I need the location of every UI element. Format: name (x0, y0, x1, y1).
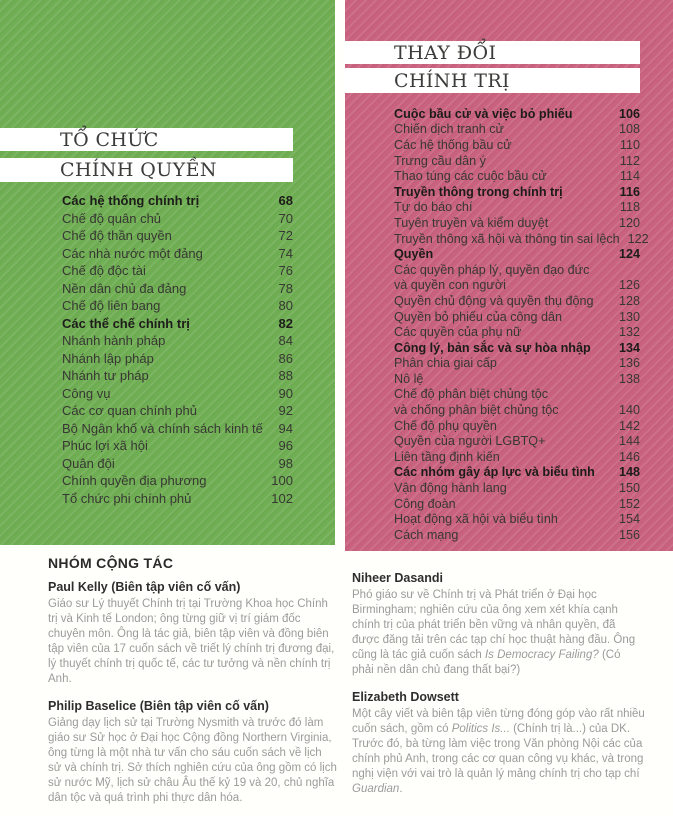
toc-entry-page-number: 84 (278, 333, 293, 349)
contributor-bio: Phó giáo sư về Chính trị và Phát triển ở Đại học Birmingham; nghiên cứu của ông xem xét khía cạnh chính trị của phát triển bền vững và nhân quyền, đã được đăng tải trên các tạp chí học thuật hàng đầu. Ông cũng là tác giả cuốn sách Is Democracy Failing? (Có phải nền dân chủ đang thất bại?) (352, 589, 636, 676)
toc-entry-label: Bộ Ngân khố và chính sách kinh tế (62, 420, 263, 436)
toc-row (62, 280, 293, 298)
left-panel-title-line1: TỔ CHỨC (60, 128, 159, 151)
toc-entry-page-number: 90 (278, 385, 293, 401)
toc-entry-label: Nhánh tư pháp (62, 368, 149, 384)
toc-row (62, 385, 293, 403)
toc-entry-page-number: 110 (619, 137, 640, 152)
toc-entry-label: Chế độ liên bang (62, 298, 161, 314)
toc-entry-label: Các hệ thống bầu cử (394, 137, 512, 152)
toc-entry-page-number: 106 (618, 106, 640, 121)
toc-entry-label: Các cơ quan chính phủ (62, 403, 198, 419)
toc-entry-label: Nô lệ (394, 371, 424, 386)
toc-entry-page-number: 118 (619, 200, 640, 215)
toc-row (394, 480, 640, 496)
toc-entry-page-number: 70 (278, 210, 293, 226)
toc-entry-page-number: 148 (618, 465, 640, 480)
toc-entry-page-number: 130 (618, 309, 640, 324)
toc-entry-page-number: 78 (278, 280, 293, 296)
toc-entry-label: Quân đội (62, 455, 115, 471)
toc-entry-label: và quyền con người (394, 278, 506, 293)
toc-entry-label: và chống phân biệt chủng tộc (394, 403, 559, 418)
toc-entry-label: Vận động hành lang (394, 481, 507, 496)
toc-row (62, 315, 293, 333)
toc-entry-label: Các nhà nước một đảng (62, 245, 203, 261)
toc-entry-label: Các nhóm gây áp lực và biểu tình (394, 465, 595, 480)
toc-entry-label: Nền dân chủ đa đảng (62, 280, 187, 296)
toc-entry-label: Nhánh hành pháp (62, 333, 166, 349)
right-panel-title-line1: THAY ĐỔI (394, 41, 497, 64)
toc-row (62, 472, 293, 490)
left-panel-title-line2: CHÍNH QUYỀN (60, 159, 217, 181)
toc-entry-page-number: 120 (618, 215, 640, 230)
toc-row (62, 297, 293, 315)
toc-entry-page-number: 74 (278, 245, 293, 261)
toc-row (394, 418, 640, 434)
toc-entry-label: Các quyền pháp lý, quyền đạo đức (394, 262, 590, 277)
toc-entry-page-number: 132 (618, 325, 640, 340)
toc-row (394, 231, 649, 247)
toc-row (62, 210, 293, 228)
toc-row (62, 192, 293, 210)
toc-entry-label: Quyền bỏ phiếu của công dân (394, 309, 563, 324)
toc-row (394, 106, 640, 122)
toc-entry-label: Công lý, bản sắc và sự hòa nhập (394, 340, 591, 355)
toc-entry-page-number: 124 (618, 247, 640, 262)
toc-entry-page-number: 144 (618, 434, 640, 449)
toc-row (394, 262, 640, 278)
toc-entry-label: Công đoàn (394, 496, 456, 511)
toc-row (394, 153, 640, 169)
toc-entry-label: Cuộc bầu cử và việc bỏ phiếu (394, 106, 573, 121)
toc-entry-page-number: 116 (619, 184, 640, 199)
toc-entry-label: Hoạt động xã hội và biểu tình (394, 512, 558, 527)
toc-row (394, 433, 640, 449)
contributor-bio: Giáo sư Lý thuyết Chính trị tại Trường Khoa học Chính trị và Kinh tế London; ông từng giữ vị trí giám đốc chuyên môn. Ông là tác giả, biên tập viên và đồng biên tập viên của 17 cuốn sách về triết lý chính trị đương đại, lý thuyết chính trị quốc tế, các tư tưởng và nền chính trị Anh. (48, 598, 335, 685)
toc-row (394, 527, 640, 543)
right-toc-panel (345, 0, 673, 551)
toc-entry-label: Trưng cầu dân ý (394, 153, 486, 168)
toc-row (394, 387, 640, 403)
toc-entry-page-number: 102 (271, 490, 293, 506)
toc-row (62, 490, 293, 508)
toc-entry-page-number: 82 (278, 315, 293, 331)
toc-entry-label: Các hệ thống chính trị (62, 193, 200, 209)
toc-entry-page-number: 138 (618, 371, 640, 386)
toc-entry-label: Tổ chức phi chính phủ (62, 490, 192, 506)
toc-entry-page-number: 76 (278, 263, 293, 279)
toc-entry-page-number: 156 (618, 527, 640, 542)
toc-entry-label: Truyền thông trong chính trị (394, 184, 563, 199)
toc-entry-page-number: 100 (271, 473, 293, 489)
contributor-name: Elizabeth Dowsett (352, 690, 459, 704)
toc-row (394, 200, 640, 216)
toc-row (394, 324, 640, 340)
toc-entry-page-number: 86 (278, 350, 293, 366)
toc-entry-page-number: 152 (618, 496, 640, 511)
toc-entry-page-number: 108 (618, 122, 640, 137)
toc-row (394, 340, 640, 356)
toc-entry-label: Chế độ thần quyền (62, 228, 172, 244)
contributor-name: Niheer Dasandi (352, 571, 444, 585)
toc-row (394, 496, 640, 512)
toc-entry-page-number: 68 (278, 193, 293, 209)
right-panel-title-line2: CHÍNH TRỊ (394, 69, 510, 92)
toc-entry-page-number: 134 (618, 340, 640, 355)
contributors-left-column (48, 578, 337, 816)
toc-row (394, 309, 640, 325)
toc-entry-label: Chế độ phụ quyền (394, 418, 497, 433)
toc-entry-page-number: 72 (278, 228, 293, 244)
toc-entry-page-number: 142 (618, 418, 640, 433)
toc-entry-label: Phúc lợi xã hội (62, 438, 148, 454)
toc-row (394, 449, 640, 465)
toc-entry-page-number: 128 (618, 293, 640, 308)
toc-entry-label: Tự do báo chí (394, 200, 473, 215)
toc-row (394, 465, 640, 481)
toc-entry-label: Chế độ độc tài (62, 263, 146, 279)
toc-row (394, 168, 640, 184)
toc-entry-label: Truyền thông xã hội và thông tin sai lệch (394, 231, 620, 246)
toc-row (62, 402, 293, 420)
toc-row (62, 332, 293, 350)
contributors-right-column (352, 569, 645, 807)
contributor-bio: Một cây viết và biên tập viên từng đóng góp vào rất nhiều cuốn sách, gồm có Politics Is... (Chính trị là...) của DK. Trước đó, bà từng làm việc trong Văn phòng Nội các của chính phủ Anh, trong các cơ quan công vụ khác, và trong nghị viện với vai trò là quản lý mảng chính trị cho tạp chí Guardian. (352, 708, 645, 795)
right-panel-title-band-2 (345, 68, 640, 93)
toc-entry-label: Cách mạng (394, 527, 459, 542)
toc-row (394, 246, 640, 262)
toc-entry-page-number: 146 (618, 449, 640, 464)
toc-entry-label: Công vụ (62, 385, 111, 401)
toc-row (62, 367, 293, 385)
toc-row (394, 356, 640, 372)
toc-entry-label: Các quyền của phụ nữ (394, 325, 522, 340)
toc-entry-label: Phân chia giai cấp (394, 356, 497, 371)
toc-row (394, 122, 640, 138)
toc-row (62, 420, 293, 438)
toc-entry-label: Chế độ phân biệt chủng tộc (394, 387, 549, 402)
toc-entry-page-number: 126 (618, 278, 640, 293)
toc-row (394, 511, 640, 527)
left-panel-title-band-1 (0, 128, 293, 151)
toc-entry-page-number: 92 (278, 403, 293, 419)
toc-entry-page-number: 114 (619, 169, 640, 184)
toc-entry-label: Chính quyền địa phương (62, 473, 207, 489)
toc-row (394, 137, 640, 153)
left-toc-list (62, 192, 293, 507)
toc-entry-page-number: 94 (278, 420, 293, 436)
toc-entry-label: Nhánh lập pháp (62, 350, 154, 366)
toc-row (62, 455, 293, 473)
toc-row (62, 437, 293, 455)
toc-row (394, 371, 640, 387)
toc-entry-label: Quyền chủ động và quyền thụ động (394, 293, 594, 308)
toc-entry-page-number: 136 (618, 356, 640, 371)
toc-entry-label: Quyền (394, 247, 434, 262)
toc-entry-label: Các thể chế chính trị (62, 315, 190, 331)
toc-entry-page-number: 154 (618, 512, 640, 527)
contributor-bio: Giảng dạy lịch sử tại Trường Nysmith và trước đó làm giáo sư Sử học ở Đại học Cộng đồng Northern Virginia, ông từng là một nhà tư vấn cho sáu cuốn sách về lịch sử và chính trị. Sở thích nghiên cứu của ông gồm có lịch sử nước Mỹ, lịch sử châu Âu thế kỷ 19 và 20, chủ nghĩa dân tộc và quá trình phi thực dân hóa. (48, 717, 337, 804)
toc-entry-page-number: 140 (618, 403, 640, 418)
toc-row (62, 245, 293, 263)
toc-entry-page-number: 88 (278, 368, 293, 384)
right-toc-list (394, 106, 649, 543)
toc-row (394, 278, 640, 294)
right-panel-title-band-1 (345, 41, 640, 64)
contributors-heading: NHÓM CỘNG TÁC (48, 555, 174, 571)
contributor-name: Philip Baselice (Biên tập viên cố vấn) (48, 699, 269, 713)
toc-row (62, 227, 293, 245)
toc-entry-page-number: 96 (278, 438, 293, 454)
toc-entry-page-number: 150 (618, 481, 640, 496)
toc-entry-label: Chiến dịch tranh cử (394, 122, 504, 137)
toc-row (62, 262, 293, 280)
toc-row (394, 184, 640, 200)
left-toc-panel (0, 0, 335, 545)
left-panel-title-band-2 (0, 158, 293, 182)
toc-row (394, 215, 640, 231)
toc-entry-label: Liên tầng định kiến (394, 449, 500, 464)
toc-entry-page-number: 112 (619, 153, 640, 168)
toc-entry-label: Quyền của người LGBTQ+ (394, 434, 546, 449)
toc-row (394, 402, 640, 418)
contributor-name: Paul Kelly (Biên tập viên cố vấn) (48, 580, 241, 594)
toc-entry-page-number: 98 (278, 455, 293, 471)
toc-row (62, 350, 293, 368)
toc-entry-label: Chế độ quân chủ (62, 210, 162, 226)
toc-entry-page-number: 80 (278, 298, 293, 314)
toc-entry-label: Thao túng các cuộc bầu cử (394, 169, 547, 184)
toc-row (394, 293, 640, 309)
toc-entry-label: Tuyên truyền và kiểm duyệt (394, 215, 549, 230)
toc-entry-page-number: 122 (627, 231, 649, 246)
